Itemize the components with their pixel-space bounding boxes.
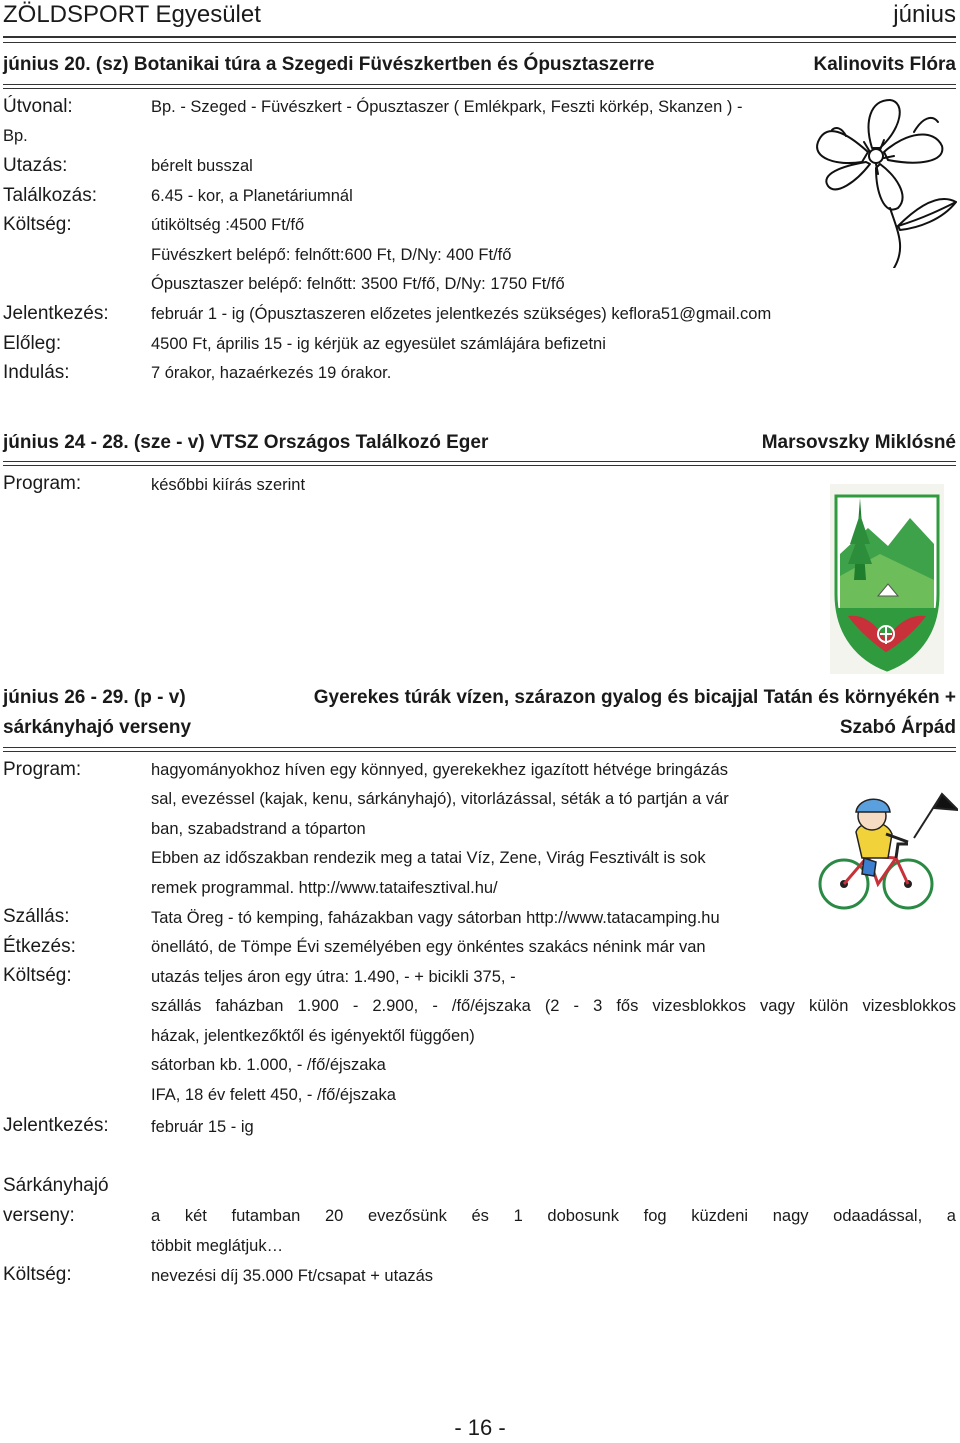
event1-heading [3, 54, 956, 80]
event2-title: június 24 - 28. (sze - v) VTSZ Országos Találkozó Eger [3, 432, 489, 453]
event1-title: június 20. (sz) Botanikai túra a Szegedi Füvészkertben és Ópusztaszerre [3, 54, 655, 75]
event3-program-line: ban, szabadstrand a tóparton [151, 820, 366, 838]
event3-cost-label: Költség: [3, 965, 72, 986]
event1-route-cont: Bp. [3, 127, 28, 145]
event2-program: későbbi kiírás szerint [151, 476, 306, 494]
event1-signup-label: Jelentkezés: [3, 303, 109, 324]
event2-organizer: Marsovszky Miklósné [761, 432, 956, 453]
event1-route-label: Útvonal: [3, 96, 73, 117]
event3-dragon-text-cont: többit meglátjuk… [151, 1237, 284, 1255]
event1-organizer: Kalinovits Flóra [813, 54, 956, 75]
flower-illustration [806, 92, 958, 268]
event3-cost-line: házak, jelentkezőktől és igényektől függően) [151, 1027, 475, 1045]
event3-meals-label: Étkezés: [3, 936, 76, 957]
event3-signup: február 15 - ig [151, 1118, 254, 1136]
club-name: ZÖLDSPORT Egyesület [3, 1, 261, 28]
event3-divider [3, 747, 956, 752]
event3-program-line: sal, evezéssel (kajak, kenu, sárkányhajó), vitorlázással, séták a tó partján a vár [151, 790, 729, 808]
event1-travel: bérelt busszal [151, 157, 253, 175]
event1-depart: 7 órakor, hazaérkezés 19 órakor. [151, 364, 392, 382]
event3-cost-line: IFA, 18 év felett 450, - /fő/éjszaka [151, 1086, 396, 1104]
event3-signup-label: Jelentkezés: [3, 1115, 109, 1136]
event1-travel-label: Utazás: [3, 155, 68, 176]
header-divider [3, 36, 956, 43]
event3-heading-line2 [3, 717, 956, 743]
event1-signup: február 1 - ig (Ópusztaszeren előzetes jelentkezés szükséges) keflora51@gmail.com [151, 305, 772, 323]
event3-entry-label: Költség: [3, 1264, 72, 1285]
month-title: június [893, 1, 956, 28]
event3-lodging: Tata Öreg - tó kemping, faházakban vagy sátorban http://www.tatacamping.hu [151, 909, 720, 927]
event3-dragon-text: a két futamban 20 evezősünk és 1 dobosunk fog küzdeni nagy odaadással, a [151, 1207, 956, 1225]
event3-title: Gyerekes túrák vízen, szárazon gyalog és bicajjal Tatán és környékén + [313, 687, 956, 708]
event1-cost-garden: Füvészkert belépő: felnőtt:600 Ft, D/Ny: 400 Ft/fő [151, 246, 512, 264]
event3-program-line: Ebben az időszakban rendezik meg a tatai Víz, Zene, Virág Fesztivált is sok [151, 849, 706, 867]
event3-date: június 26 - 29. (p - v) [3, 687, 186, 708]
event3-cost-line: sátorban kb. 1.000, - /fő/éjszaka [151, 1056, 386, 1074]
event3-entry-fee: nevezési díj 35.000 Ft/csapat + utazás [151, 1267, 434, 1285]
event1-cost-travel: útiköltség :4500 Ft/fő [151, 216, 305, 234]
page-number: - 16 - [454, 1415, 506, 1440]
event2-program-label: Program: [3, 473, 82, 494]
event1-cost-label: Költség: [3, 214, 72, 235]
event3-program-label: Program: [3, 759, 82, 780]
event1-route: Bp. - Szeged - Füvészkert - Ópusztaszer ( Emlékpark, Feszti körkép, Skanzen ) - [151, 98, 743, 116]
event1-deposit-label: Előleg: [3, 333, 62, 354]
event3-heading [3, 687, 956, 713]
page-header [3, 0, 956, 34]
event2-divider [3, 461, 956, 466]
event3-cost-line: utazás teljes áron egy útra: 1.490, - + bicikli 375, - [151, 968, 516, 986]
event3-organizer: Szabó Árpád [839, 717, 956, 738]
event1-deposit: 4500 Ft, április 15 - ig kérjük az egyesület számlájára befizetni [151, 335, 606, 353]
event1-meet-label: Találkozás: [3, 185, 97, 206]
event1-cost-park: Ópusztaszer belépő: felnőtt: 3500 Ft/fő, D/Ny: 1750 Ft/fő [151, 275, 565, 293]
event1-meet: 6.45 - kor, a Planetáriumnál [151, 187, 353, 205]
event1-depart-label: Indulás: [3, 362, 70, 383]
event3-lodging-label: Szállás: [3, 906, 70, 927]
event3-dragon-label: Sárkányhajó [3, 1175, 109, 1196]
event3-cost-line: szállás faházban 1.900 - 2.900, - /fő/éjszaka (2 - 3 fős vizesblokkos vagy külön vizesblokkos [151, 997, 956, 1015]
vtsz-badge-logo [830, 484, 944, 674]
event2-heading [3, 432, 956, 458]
event3-program-line: hagyományokhoz híven egy könnyed, gyerekekhez igazított hétvége bringázás [151, 761, 728, 779]
event3-title-cont: sárkányhajó verseny [3, 717, 192, 738]
event1-divider [3, 84, 956, 89]
event3-program-line: remek programmal. http://www.tataifesztival.hu/ [151, 879, 498, 897]
cyclist-illustration [816, 792, 958, 912]
event3-meals: önellátó, de Tömpe Évi személyében egy önkéntes szakács nénink már van [151, 938, 706, 956]
event3-dragon-label-cont: verseny: [3, 1205, 75, 1226]
